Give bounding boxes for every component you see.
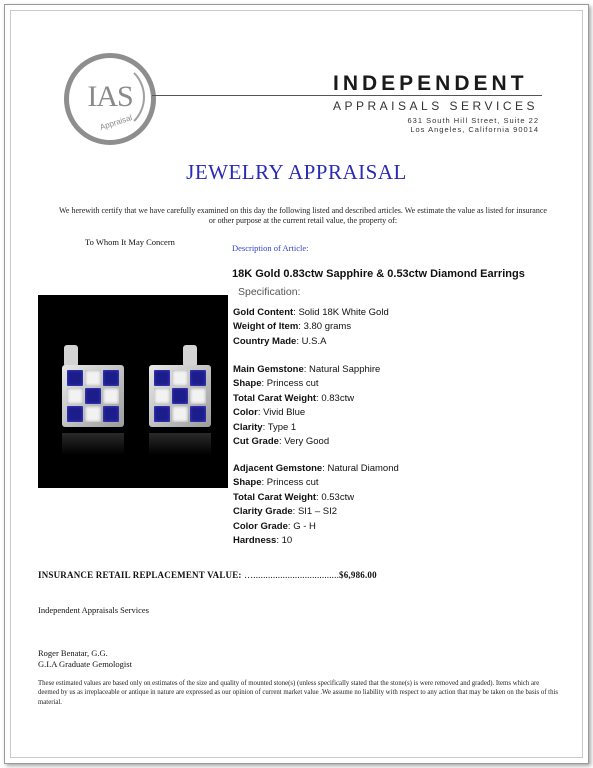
insurance-leader-dots: …...................................: [244, 570, 340, 580]
spec-label: Adjacent Gemstone: [233, 463, 323, 474]
spec-value: SI1 – SI2: [297, 506, 338, 518]
diamond-stone: [85, 370, 101, 386]
spec-value: Princess cut: [266, 477, 319, 489]
specification-label: Specification:: [238, 286, 301, 298]
spec-row: Clarity: Type 1: [233, 421, 297, 433]
spec-value: U.S.A: [301, 335, 327, 347]
spec-row: Main Gemstone: Natural Sapphire: [233, 364, 381, 375]
sapphire-stone: [103, 406, 119, 422]
spec-value: Vivid Blue: [263, 407, 306, 419]
earring-setting: [62, 365, 124, 427]
earring-post: [64, 345, 78, 367]
spec-value: 3.80 grams: [303, 321, 352, 333]
logo-subtext: Appraisal: [98, 113, 134, 132]
earrings-photo: [38, 295, 228, 488]
earring-post: [183, 345, 197, 367]
insurance-value-line: [38, 570, 377, 580]
logo-mark: IAS: [87, 80, 133, 113]
spec-label: Cut Grade: [233, 436, 279, 448]
spec-row: Adjacent Gemstone: Natural Diamond: [233, 463, 399, 474]
document-title: JEWELRY APPRAISAL: [186, 160, 407, 184]
earring-setting: [149, 365, 211, 427]
insurance-label: INSURANCE RETAIL REPLACEMENT VALUE:: [38, 570, 242, 580]
signer-title: G.I.A Graduate Gemologist: [38, 659, 132, 669]
spec-label: Total Carat Weight: [233, 392, 317, 404]
spec-row: Clarity Grade: SI1 – SI2: [233, 506, 338, 518]
sapphire-stone: [190, 370, 206, 386]
spec-row: Hardness: 10: [233, 535, 293, 547]
stone-grid: [67, 370, 119, 422]
issuer-name: Independent Appraisals Services: [38, 605, 149, 615]
spec-group-adjacent-gemstone: [233, 462, 399, 548]
spec-row: Gold Content: Solid 18K White Gold: [233, 307, 389, 318]
disclaimer-text: These estimated values are based only on estimates of the size and quality of mounted stone(s) (unless specifically stated that the stone(s) is were removed and graded). Items which are deemed by us as irreplaceable or antique in nature are expressed as our opinion of current market value .We assume no liability with respect to any action that may be taken on the basis of this material.: [38, 680, 558, 706]
spec-label: Clarity Grade: [233, 506, 293, 518]
diamond-stone: [85, 406, 101, 422]
signature-block: [38, 648, 132, 670]
spec-label: Total Carat Weight: [233, 491, 317, 503]
spec-value: Natural Sapphire: [309, 364, 381, 375]
spec-row: Weight of Item: 3.80 grams: [233, 321, 352, 333]
spec-value: G - H: [293, 520, 316, 532]
spec-value: Natural Diamond: [327, 463, 399, 474]
spec-value: 0.53ctw: [321, 491, 355, 503]
header-divider: [152, 95, 542, 96]
spec-label: Hardness: [233, 535, 277, 547]
spec-row: Country Made: U.S.A: [233, 335, 327, 347]
spec-label: Shape: [233, 477, 262, 489]
spec-row: Total Carat Weight: 0.53ctw: [233, 491, 355, 503]
sapphire-stone: [103, 370, 119, 386]
earring-reflection: [149, 433, 211, 455]
spec-row: Color: Vivid Blue: [233, 407, 306, 419]
sapphire-stone: [154, 406, 170, 422]
diamond-stone: [172, 406, 188, 422]
signer-name: Roger Benatar, G.G.: [38, 648, 108, 658]
spec-label: Clarity: [233, 421, 263, 433]
article-title: 18K Gold 0.83ctw Sapphire & 0.53ctw Diamond Earrings: [232, 268, 525, 280]
address-line-2: Los Angeles, California 90014: [410, 125, 539, 134]
spec-label: Color Grade: [233, 520, 288, 532]
ias-logo: [64, 53, 156, 145]
sapphire-stone: [85, 388, 101, 404]
spec-value: 0.83ctw: [321, 392, 355, 404]
spec-label: Weight of Item: [233, 321, 299, 333]
diamond-stone: [190, 388, 206, 404]
spec-value: Princess cut: [266, 378, 319, 390]
spec-label: Color: [233, 407, 258, 419]
spec-label: Shape: [233, 378, 262, 390]
diamond-stone: [67, 388, 83, 404]
sapphire-stone: [67, 370, 83, 386]
spec-row: Color Grade: G - H: [233, 520, 316, 532]
recipient: To Whom It May Concern: [85, 237, 175, 247]
stone-grid: [154, 370, 206, 422]
spec-label: Gold Content: [233, 307, 294, 318]
sapphire-stone: [154, 370, 170, 386]
company-services: APPRAISALS SERVICES: [333, 99, 539, 113]
address-line-1: 631 South Hill Street, Suite 22: [407, 116, 539, 125]
spec-value: Very Good: [284, 436, 330, 448]
spec-label: Main Gemstone: [233, 364, 304, 375]
sapphire-stone: [67, 406, 83, 422]
spec-value: Solid 18K White Gold: [298, 307, 389, 318]
sapphire-stone: [190, 406, 206, 422]
spec-row: Shape: Princess cut: [233, 378, 319, 390]
spec-row: Total Carat Weight: 0.83ctw: [233, 392, 355, 404]
spec-value: Type 1: [267, 421, 297, 433]
description-label: Description of Article:: [232, 243, 309, 253]
earring-reflection: [62, 433, 124, 455]
spec-group-gold: [233, 306, 389, 349]
diamond-stone: [154, 388, 170, 404]
insurance-value: $6,986.00: [339, 570, 377, 580]
company-name: INDEPENDENT: [333, 72, 528, 95]
diamond-stone: [103, 388, 119, 404]
spec-label: Country Made: [233, 335, 297, 347]
spec-group-main-gemstone: [233, 363, 380, 449]
spec-row: Shape: Princess cut: [233, 477, 319, 489]
spec-row: Cut Grade: Very Good: [233, 436, 330, 448]
spec-value: 10: [281, 535, 293, 547]
certification-text: We herewith certify that we have carefully examined on this day the following listed and described articles. We estimate the value as listed for insurance or other purpose at the current retail value, the property of:: [59, 206, 547, 225]
diamond-stone: [172, 370, 188, 386]
sapphire-stone: [172, 388, 188, 404]
